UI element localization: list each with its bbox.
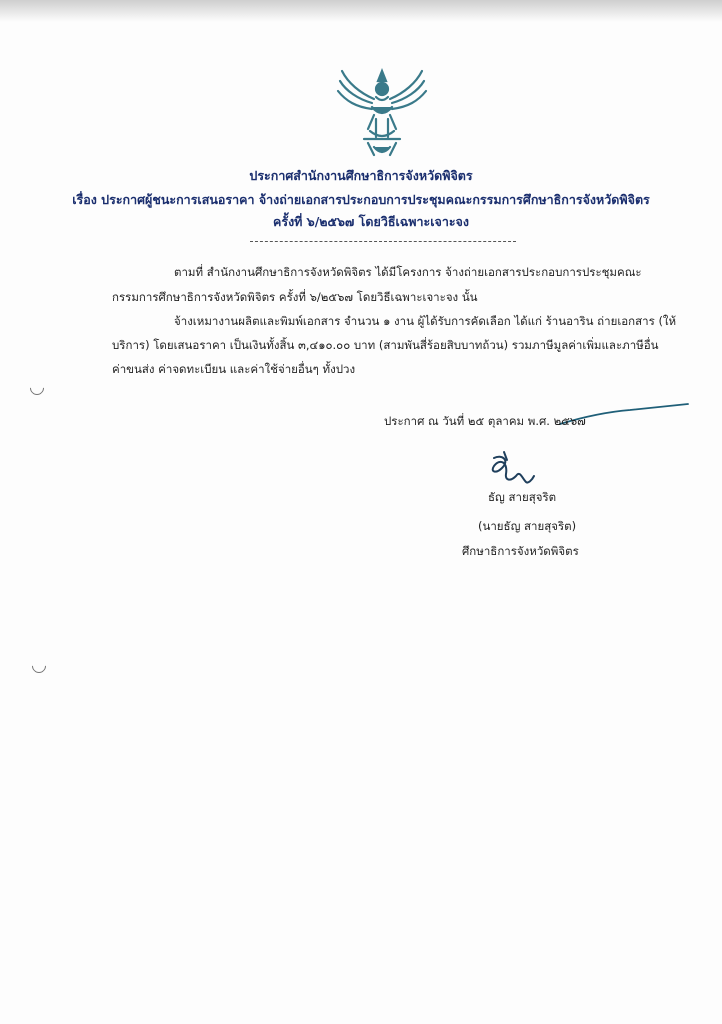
paragraph-2-line-1: จ้างเหมางานผลิตและพิมพ์เอกสาร จำนวน ๑ งาน ผู้ได้รับการคัดเลือก ได้แก่ ร้านอาริน ถ่ายเอกสาร (ให้ (174, 314, 677, 328)
heading-divider (250, 241, 516, 242)
signatory-position: ศึกษาธิการจังหวัดพิจิตร (462, 544, 579, 558)
paragraph-1-line-1: ตามที่ สำนักงานศึกษาธิการจังหวัดพิจิตร ได้มีโครงการ จ้างถ่ายเอกสารประกอบการประชุมคณะ (174, 265, 642, 279)
handwritten-signature (480, 448, 540, 488)
garuda-emblem-icon (334, 63, 430, 163)
paragraph-2-line-2: บริการ) โดยเสนอราคา เป็นเงินทั้งสิ้น ๓,๔๑๐.๐๐ บาท (สามพันสี่ร้อยสิบบาทถ้วน) รวมภาษีมูลค่าเพิ่มและภาษีอื่น (112, 338, 659, 352)
document-subject-line-1: เรื่อง ประกาศผู้ชนะการเสนอราคา จ้างถ่ายเอกสารประกอบการประชุมคณะกรรมการศึกษาธิการจังหวัดพิจิตร (72, 192, 650, 207)
document-title: ประกาศสำนักงานศึกษาธิการจังหวัดพิจิตร (249, 168, 473, 183)
signatory-full-name: (นายธัญ สายสุจริต) (478, 519, 577, 533)
document-subject-line-2: ครั้งที่ ๖/๒๕๖๗ โดยวิธีเฉพาะเจาะจง (273, 214, 469, 229)
punch-hole-icon (27, 378, 47, 398)
scan-shadow (0, 0, 722, 22)
paragraph-2-line-3: ค่าขนส่ง ค่าจดทะเบียน และค่าใช้จ่ายอื่นๆ ทั้งปวง (112, 362, 356, 376)
punch-hole-icon (29, 656, 49, 676)
signatory-name: ธัญ สายสุจริต (488, 490, 557, 504)
announcement-date: ประกาศ ณ วันที่ ๒๕ ตุลาคม พ.ศ. ๒๕๖๗ (384, 414, 586, 428)
paragraph-1-line-2: กรรมการศึกษาธิการจังหวัดพิจิตร ครั้งที่ ๖/๒๕๖๗ โดยวิธีเฉพาะเจาะจง นั้น (112, 290, 478, 304)
